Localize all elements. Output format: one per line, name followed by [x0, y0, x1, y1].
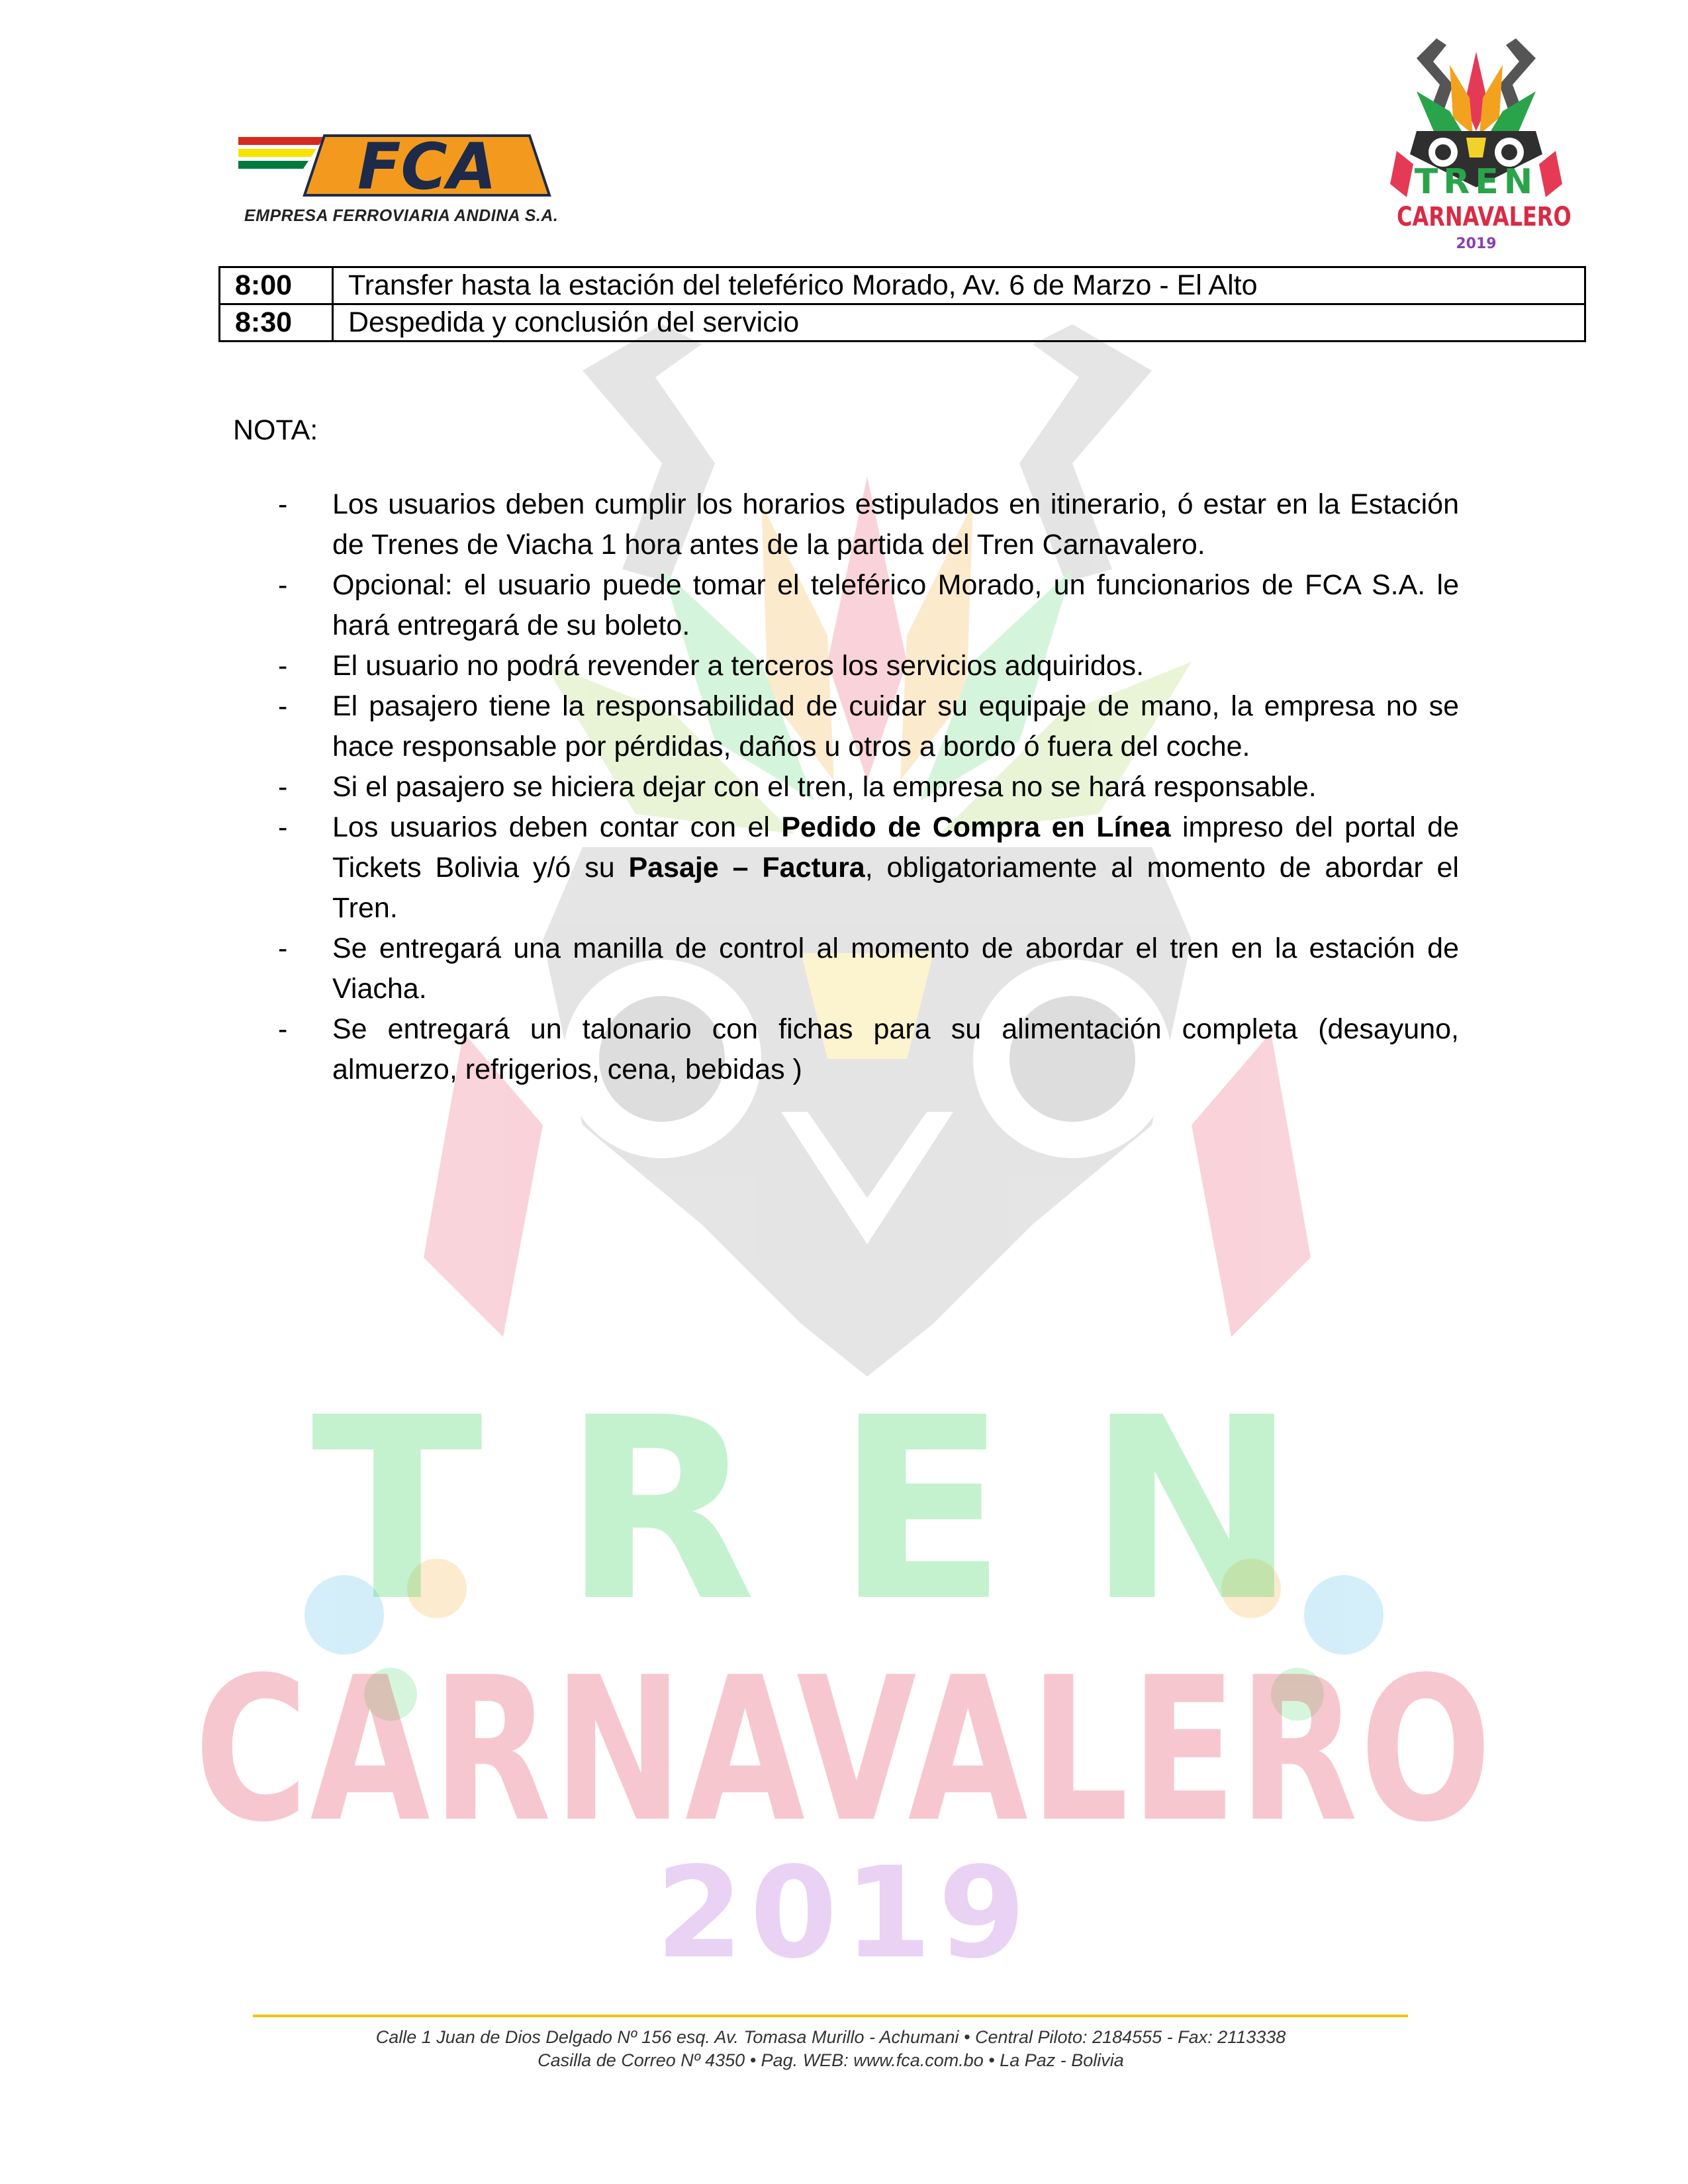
event-logo-line2: CARNAVALERO [1397, 202, 1571, 232]
schedule-description: Transfer hasta la estación del teleférico Morado, Av. 6 de Marzo - El Alto [333, 267, 1585, 304]
note-text: impreso del portal de Tickets Bolivia y/ó su [332, 811, 1460, 884]
table-row [220, 267, 1585, 304]
list-item: - El usuario no podrá revender a terceros los servicios adquiridos. [278, 646, 1459, 686]
watermark-tren-text: TREN [311, 1363, 1377, 1657]
note-text: , obligatoriamente al momento de abordar el Tren. [332, 852, 1459, 924]
table-row [220, 304, 1585, 341]
footer-divider [253, 2015, 1408, 2017]
schedule-description: Despedida y conclusión del servicio [333, 304, 1585, 341]
note-bold-text: Pedido de Compra en Línea [781, 811, 1171, 843]
list-item: - Los usuarios deben cumplir los horarios estipulados en itinerario, ó estar en la Estación de Trenes de Viacha 1 hora antes de la partida del Tren Carnavalero. [278, 484, 1459, 565]
schedule-table [218, 266, 1586, 342]
watermark-carnavalero-text: CARNAVALERO [194, 1635, 1494, 1866]
event-logo-line3: 2019 [1456, 236, 1497, 252]
watermark-year-text: 2019 [655, 1840, 1033, 1986]
list-item: - Se entregará una manilla de control al momento de abordar el tren en la estación de Viacha. [278, 929, 1459, 1009]
list-item: - Se entregará un talonario con fichas para su alimentación completa (desayuno, almuerzo, refrigerios, cena, bebidas ) [278, 1009, 1459, 1090]
footer-contact: Casilla de Correo Nº 4350 • Pag. WEB: www.fca.com.bo • La Paz - Bolivia [538, 2050, 1124, 2070]
schedule-time: 8:30 [220, 304, 333, 341]
note-text: Los usuarios deben contar con el [332, 811, 782, 843]
company-name: EMPRESA FERROVIARIA ANDINA S.A. [244, 206, 559, 225]
fca-logo-letters: FCA [357, 130, 497, 204]
note-heading: NOTA: [233, 414, 318, 446]
note-list [278, 484, 1459, 1090]
footer-address: Calle 1 Juan de Dios Delgado Nº 156 esq. Av. Tomasa Murillo - Achumani • Central Piloto: 2184555 - Fax: 2113338 [375, 2027, 1286, 2047]
event-logo-line1: TREN [1414, 162, 1538, 202]
list-item: - Si el pasajero se hiciera dejar con el tren, la empresa no se hará responsable. [278, 767, 1459, 807]
list-item: - El pasajero tiene la responsabilidad de cuidar su equipaje de mano, la empresa no se hace responsable por pérdidas, daños u otros a bordo ó fuera del coche. [278, 686, 1459, 767]
list-item [278, 807, 1459, 929]
note-bold-text: Pasaje – Factura [628, 852, 865, 884]
list-item: - Opcional: el usuario puede tomar el teleférico Morado, un funcionarios de FCA S.A. le hará entregará de su boleto. [278, 565, 1459, 646]
schedule-time: 8:00 [220, 267, 333, 304]
